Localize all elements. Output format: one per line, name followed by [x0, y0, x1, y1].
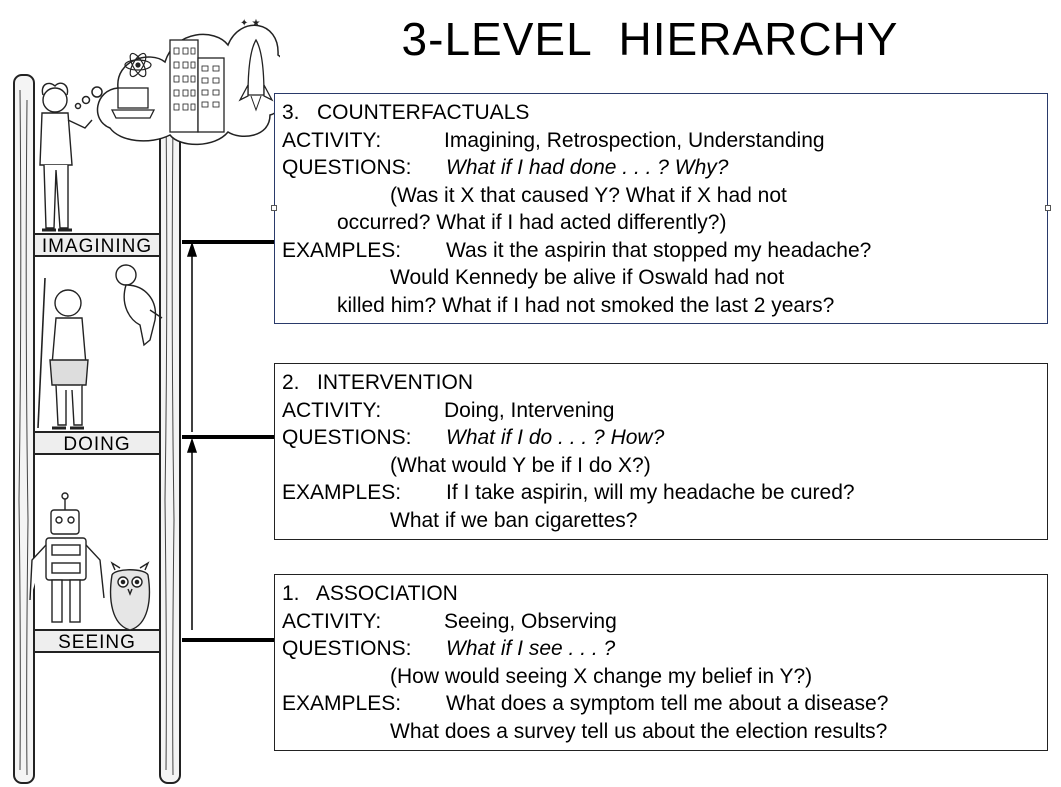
question-detail: occurred? What if I had acted differently?) — [337, 211, 727, 234]
questions-label: QUESTIONS: — [282, 426, 412, 449]
activity-label: ACTIVITY: — [282, 128, 382, 152]
caveman-illustration — [38, 278, 88, 428]
activity-value: Doing, Intervening — [444, 398, 615, 422]
ladder-illustration — [0, 0, 280, 787]
question-detail: (How would seeing X change my belief in Y?) — [390, 664, 813, 688]
rung-label-doing: DOING — [63, 434, 131, 455]
example-item: Was it the aspirin that stopped my headache? — [446, 238, 872, 262]
page-title: 3-LEVEL HIERARCHY — [401, 13, 899, 65]
level-1-association-box — [274, 574, 1048, 751]
activity-value: Seeing, Observing — [444, 609, 617, 633]
level-2-intervention-box — [274, 363, 1048, 540]
resize-handle[interactable] — [1045, 205, 1051, 211]
robot-illustration — [30, 493, 104, 622]
questions-value: What if I do . . . ? How? — [446, 426, 665, 449]
level-heading: 1. ASSOCIATION — [282, 582, 458, 605]
example-item: What does a symptom tell me about a disease? — [446, 692, 889, 715]
baby-illustration — [116, 265, 162, 345]
example-item: What does a survey tell us about the election results? — [390, 719, 888, 743]
ladder-rails — [14, 75, 180, 783]
example-item: What if we ban cigarettes? — [390, 508, 638, 532]
svg-text:✦ ★: ✦ ★ — [240, 18, 261, 29]
level-heading: 3. COUNTERFACTUALS — [282, 101, 530, 124]
laptop-icon — [112, 88, 154, 118]
questions-label: QUESTIONS: — [282, 637, 412, 660]
example-item: If I take aspirin, will my headache be cured? — [446, 481, 855, 504]
questions-value: What if I see . . . ? — [446, 637, 616, 660]
rung-label-imagining: IMAGINING — [41, 236, 153, 257]
activity-label: ACTIVITY: — [282, 609, 382, 633]
scientist-illustration — [40, 83, 92, 230]
questions-value: What if I had done . . . ? Why? — [446, 156, 729, 179]
questions-label: QUESTIONS: — [282, 156, 412, 179]
examples-label: EXAMPLES: — [282, 238, 402, 262]
owl-illustration — [111, 563, 150, 630]
activity-value: Imagining, Retrospection, Understanding — [444, 128, 825, 152]
level-3-counterfactuals-box[interactable] — [274, 93, 1048, 324]
example-item: Would Kennedy be alive if Oswald had not — [390, 266, 785, 289]
level-heading: 2. INTERVENTION — [282, 371, 473, 394]
example-item: killed him? What if I had not smoked the last 2 years? — [337, 293, 835, 317]
activity-label: ACTIVITY: — [282, 398, 382, 422]
rung-label-seeing: SEEING — [58, 632, 136, 653]
examples-label: EXAMPLES: — [282, 481, 402, 504]
resize-handle[interactable] — [271, 205, 277, 211]
examples-label: EXAMPLES: — [282, 692, 402, 715]
question-detail: (Was it X that caused Y? What if X had not — [390, 183, 787, 207]
question-detail: (What would Y be if I do X?) — [390, 453, 651, 477]
